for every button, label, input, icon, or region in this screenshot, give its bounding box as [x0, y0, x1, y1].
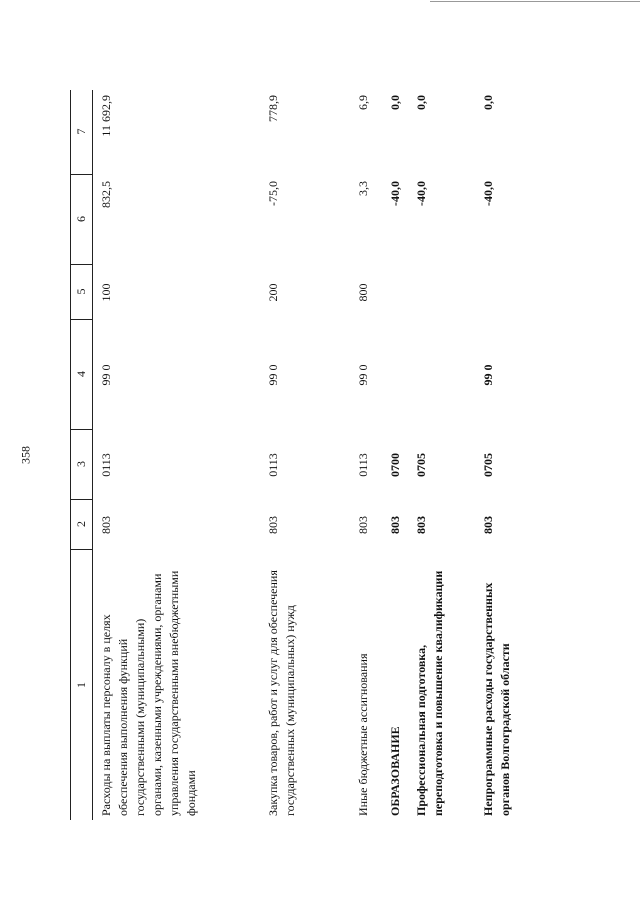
row-4-c6: -40,0: [388, 181, 402, 206]
row-3-c6: 3,3: [356, 181, 370, 196]
row-4-c7: 0,0: [388, 95, 402, 110]
row-3-c7: 6,9: [356, 95, 370, 110]
row-1-c7: 11 692,9: [99, 95, 113, 137]
row-3-c2: 803: [356, 516, 370, 534]
row-5-name: Профессиональная подготовка, переподготовка и повышение квалификации: [414, 570, 445, 816]
row-6-c3: 0705: [481, 453, 495, 477]
row-2-c2: 803: [266, 516, 280, 534]
row-4-c3: 0700: [388, 453, 402, 477]
col-header-2: 2: [70, 499, 92, 550]
row-2-c5: 200: [266, 283, 280, 302]
row-2-name: Закупка товаров, работ и услуг для обеспечения государственных (муниципальных) нужд: [266, 570, 297, 816]
row-6-name: Непрограммные расходы государственных органов Волгоградской области: [481, 582, 512, 816]
top-edge-line: [430, 1, 640, 2]
row-2-c4: 99 0: [266, 364, 280, 386]
page-number: 358: [18, 446, 33, 464]
row-1-c5: 100: [99, 283, 113, 302]
row-3-c4: 99 0: [356, 364, 370, 386]
col-header-1: 1: [74, 682, 88, 688]
row-6-c7: 0,0: [481, 95, 495, 110]
row-5-c7: 0,0: [414, 95, 428, 110]
col-header-5: 5: [70, 264, 92, 320]
row-4-name: ОБРАЗОВАНИЕ: [388, 726, 402, 816]
row-3-c3: 0113: [356, 453, 370, 477]
header-bottom-border: [92, 90, 93, 820]
row-4-c2: 803: [388, 516, 402, 534]
row-5-c2: 803: [414, 516, 428, 534]
col-header-6: 6: [70, 174, 92, 265]
row-1-c2: 803: [99, 516, 113, 534]
row-3-name: Иные бюджетные ассигнования: [356, 653, 370, 816]
row-6-c4: 99 0: [481, 364, 495, 386]
row-2-c7: 778,9: [266, 95, 280, 122]
table-container: [70, 90, 580, 820]
row-2-c3: 0113: [266, 453, 280, 477]
row-6-c6: -40,0: [481, 181, 495, 206]
row-3-c5: 800: [356, 283, 370, 302]
row-6-c2: 803: [481, 516, 495, 534]
budget-table: [70, 90, 580, 820]
col-header-4: 4: [70, 319, 92, 430]
row-1-c4: 99 0: [99, 364, 113, 386]
row-5-c3: 0705: [414, 453, 428, 477]
row-1-c3: 0113: [99, 453, 113, 477]
row-5-c6: -40,0: [414, 181, 428, 206]
row-1-name: Расходы на выплаты персоналу в целях обеспечения выполнения функций государственными (муниципальными) органами, казенными учреждениями, органами управления государственными внебюджетными фондами: [99, 570, 198, 816]
row-2-c6: -75,0: [266, 181, 280, 206]
row-1-c6: 832,5: [99, 181, 113, 208]
col-header-3: 3: [70, 429, 92, 500]
col-header-7: 7: [70, 89, 92, 175]
